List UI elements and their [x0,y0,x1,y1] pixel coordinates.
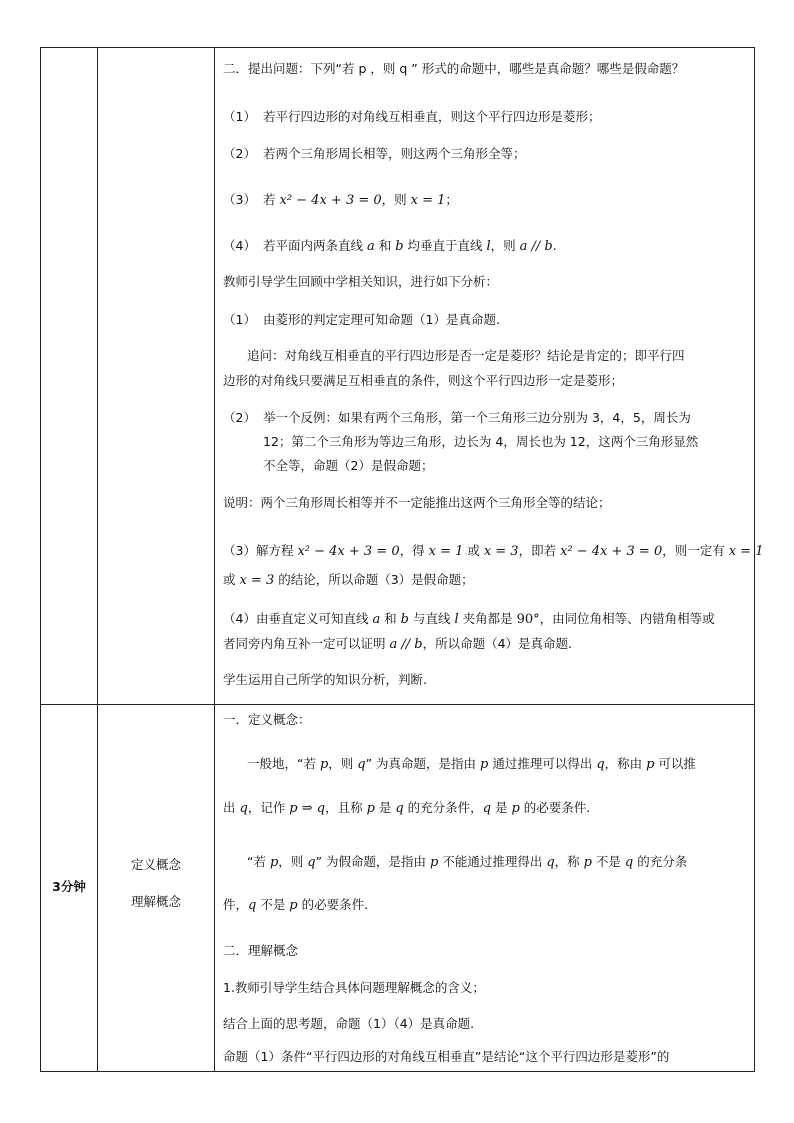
answer-1: （1） 由菱形的判定定理可知命题（1）是真命题. [223,312,500,327]
student-analysis: 学生运用自己所学的知识分析，判断. [223,672,427,687]
teacher-guide: 教师引导学生回顾中学相关知识，进行如下分析： [223,274,499,289]
answer-2: （2） 举一个反例：如果有两个三角形，第一个三角形三边分别为 3，4，5，周长为 [223,410,691,425]
answer-3-line-1: （3）解方程 x² − 4x + 3 = 0，得 x = 1 或 x = 3，即若 x² − 4x + 3 = 0，则一定有 x = 1 [223,543,764,559]
table-row [41,705,755,1072]
explanation-note: 说明：两个三角形周长相等并不一定能推出这两个三角形全等的结论； [223,495,611,510]
answer-4-line-2: 者同旁内角互补一定可以证明 a // b，所以命题（4）是真命题. [223,636,573,652]
question-4: （4） 若平面内两条直线 a 和 b 均垂直于直线 l，则 a // b. [223,238,557,254]
activity-define: 定义概念 [130,857,181,872]
section-heading-define: 一．定义概念： [223,712,311,727]
lesson-table [40,47,764,1072]
question-2: （2） 若两个三角形周长相等，则这两个三角形全等； [223,146,526,161]
table-row [41,48,755,705]
definition-line-1: 一般地，“若 p，则 q” 为真命题，是指由 p 通过推理可以得出 q，称由 p 可以推 [247,756,696,772]
duration-label: 3分钟 [52,879,86,894]
negation-line-1: “若 p，则 q” 为假命题，是指由 p 不能通过推理得出 q，称 p 不是 q 的充分条 [247,854,688,870]
understand-line-2: 结合上面的思考题，命题（1）（4）是真命题. [223,1016,475,1031]
answer-3-line-2: 或 x = 3 的结论，所以命题（3）是假命题； [223,572,474,588]
activity-cell [98,705,215,1072]
follow-up-line-1: 追问：对角线互相垂直的平行四边形是否一定是菱形？结论是肯定的；即平行四 [247,348,685,363]
question-3: （3） 若 x² − 4x + 3 = 0，则 x = 1； [223,192,458,208]
content-cell [215,48,764,705]
definition-line-2: 出 q，记作 p ⇒ q，且称 p 是 q 的充分条件，q 是 p 的必要条件. [223,800,591,816]
activity-cell-empty [98,48,215,705]
answer-2-line-2: 12；第二个三角形为等边三角形，边长为 4，周长也为 12，这两个三角形显然 [263,434,699,449]
time-cell-empty [41,48,98,705]
section-heading-understand: 二．理解概念 [223,943,299,958]
follow-up-line-2: 边形的对角线只要满足互相垂直的条件，则这个平行四边形一定是菱形； [223,373,624,388]
answer-4-line-1: （4）由垂直定义可知直线 a 和 b 与直线 l 夹角都是 90°，由同位角相等、内错角相等或 [223,611,715,627]
understand-line-3: 命题（1）条件“平行四边形的对角线互相垂直”是结论“这个平行四边形是菱形”的 [223,1049,670,1064]
time-cell [41,705,98,1072]
question-1: （1） 若平行四边形的对角线互相垂直，则这个平行四边形是菱形； [223,109,601,124]
understand-line-1: 1.教师引导学生结合具体问题理解概念的含义； [223,980,485,995]
question-heading: 二．提出问题：下列“若 p ，则 q ” 形式的命题中，哪些是真命题？哪些是假命题？ [223,61,685,76]
answer-2-line-3: 不全等，命题（2）是假命题； [263,458,434,473]
content-cell [215,705,755,1072]
negation-line-2: 件，q 不是 p 的必要条件. [223,897,369,913]
activity-understand: 理解概念 [130,894,181,909]
